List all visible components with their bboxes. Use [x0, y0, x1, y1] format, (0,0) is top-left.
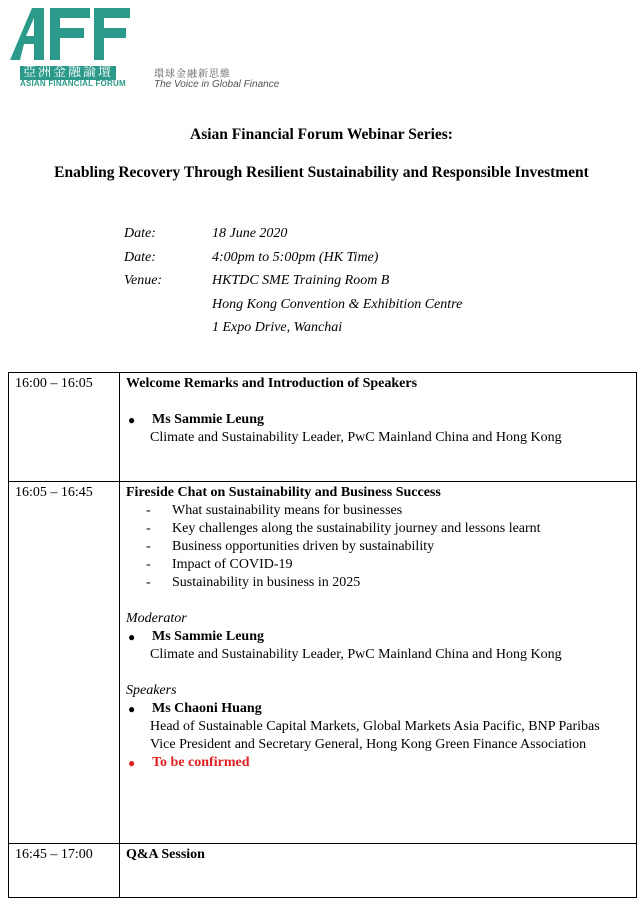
info-label: Venue: — [124, 273, 163, 288]
topic-text: Impact of COVID-19 — [172, 557, 293, 572]
schedule-row — [9, 482, 637, 844]
aff-logo-mark — [10, 8, 130, 60]
topic-text: Business opportunities driven by sustainability — [172, 539, 435, 554]
tbc-speaker: To be confirmed — [152, 755, 250, 770]
info-row — [124, 222, 462, 246]
session-details — [120, 482, 637, 844]
dash-icon: - — [146, 521, 151, 536]
topic-item — [126, 556, 630, 574]
tagline-english: The Voice in Global Finance — [154, 79, 280, 90]
dash-icon: - — [146, 575, 151, 590]
list-item — [126, 700, 630, 718]
speaker-role: Head of Sustainable Capital Markets, Global Markets Asia Pacific, BNP Paribas — [150, 719, 600, 734]
info-row — [124, 246, 462, 270]
dash-icon: - — [146, 557, 151, 572]
info-row — [124, 269, 462, 293]
schedule-table — [8, 372, 637, 898]
info-row — [124, 316, 462, 340]
info-value: 18 June 2020 — [212, 226, 288, 241]
speaker-role: Climate and Sustainability Leader, PwC Mainland China and Hong Kong — [150, 430, 562, 445]
session-time: 16:00 – 16:05 — [9, 373, 120, 482]
info-value: HKTDC SME Training Room B — [212, 273, 390, 288]
info-label — [124, 293, 212, 317]
info-label: Date: — [124, 226, 156, 241]
session-details — [120, 844, 637, 898]
list-item — [126, 754, 630, 772]
speaker-role: Vice President and Secretary General, Hong Kong Green Finance Association — [150, 737, 587, 752]
info-label: Date: — [124, 249, 156, 265]
moderator-label: Moderator — [126, 611, 187, 626]
bullet-icon: ● — [128, 413, 136, 427]
session-details — [120, 373, 637, 482]
list-item — [126, 628, 630, 646]
schedule-row — [9, 373, 637, 482]
dash-icon: - — [146, 539, 151, 554]
schedule-row — [9, 844, 637, 898]
info-value: 4:00pm to 5:00pm (HK Time) — [212, 249, 379, 265]
logo-english-name: ASIAN FINANCIAL FORUM — [20, 79, 126, 88]
aff-logo — [10, 8, 290, 88]
list-item — [126, 411, 630, 429]
session-title: Fireside Chat on Sustainability and Business Success — [126, 485, 441, 500]
series-title: Asian Financial Forum Webinar Series: — [190, 126, 453, 143]
session-time: 16:45 – 17:00 — [9, 844, 120, 898]
topic-item — [126, 520, 630, 538]
topic-text: What sustainability means for businesses — [172, 503, 403, 518]
moderator-name: Ms Sammie Leung — [152, 629, 264, 644]
speaker-name: Ms Chaoni Huang — [152, 701, 262, 716]
topic-item — [126, 538, 630, 556]
info-row — [124, 293, 462, 317]
info-label — [124, 316, 212, 340]
topic-item — [126, 574, 630, 592]
tagline-chinese: 環球金融新思維 — [154, 69, 231, 80]
topic-text: Key challenges along the sustainability journey and lessons learnt — [172, 521, 541, 536]
bullet-icon: ● — [128, 630, 136, 644]
topic-item — [126, 502, 630, 520]
event-info — [124, 222, 462, 340]
info-value: Hong Kong Convention & Exhibition Centre — [212, 296, 463, 312]
session-time: 16:05 – 16:45 — [9, 482, 120, 844]
bullet-icon: ● — [128, 702, 136, 716]
logo-chinese-name: 亞洲金融論壇 — [20, 66, 116, 80]
bullet-icon: ● — [128, 756, 136, 770]
speaker-name: Ms Sammie Leung — [152, 412, 264, 427]
dash-icon: - — [146, 503, 151, 518]
event-title: Enabling Recovery Through Resilient Sustainability and Responsible Investment — [54, 164, 589, 181]
topic-text: Sustainability in business in 2025 — [172, 575, 361, 590]
session-title: Welcome Remarks and Introduction of Speakers — [126, 376, 418, 391]
info-value: 1 Expo Drive, Wanchai — [212, 320, 343, 335]
speakers-label: Speakers — [126, 683, 177, 698]
moderator-role: Climate and Sustainability Leader, PwC Mainland China and Hong Kong — [150, 647, 562, 662]
session-title: Q&A Session — [126, 847, 205, 862]
